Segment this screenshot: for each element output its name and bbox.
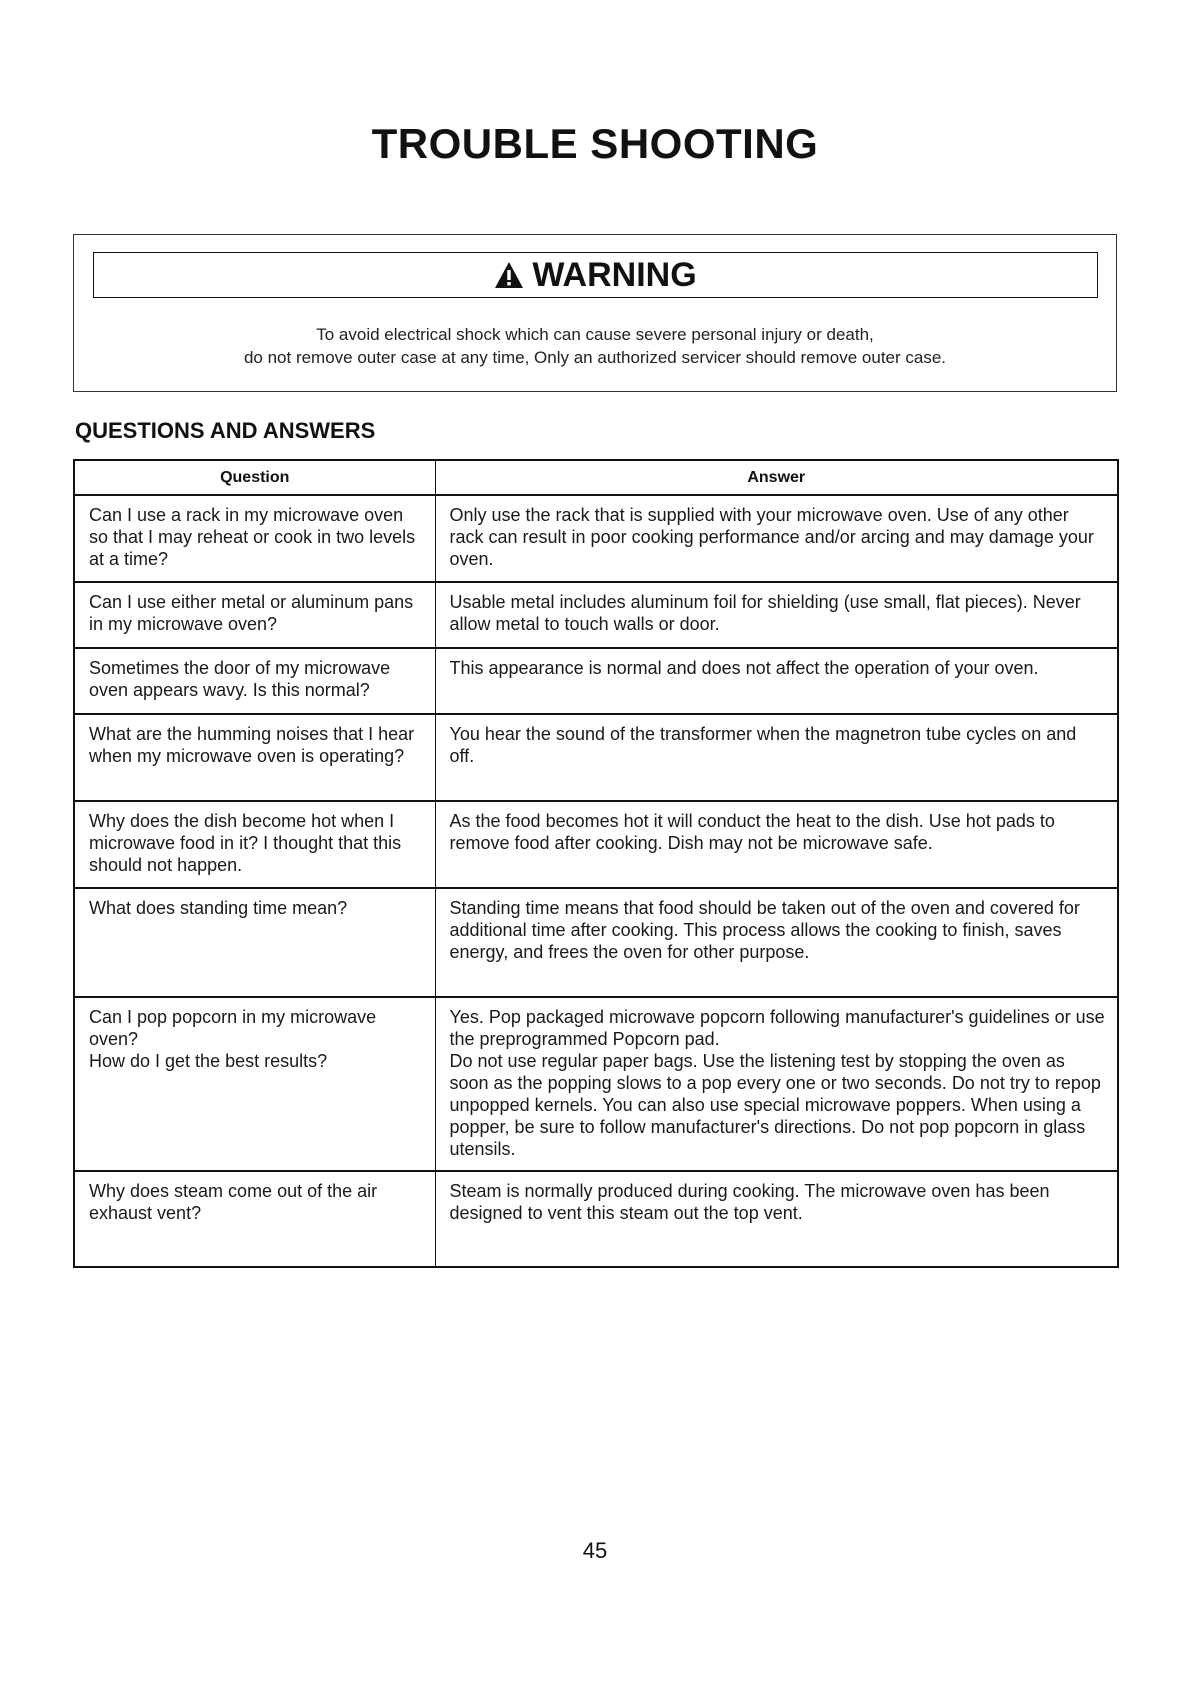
page-title: TROUBLE SHOOTING (371, 120, 819, 167)
table-row (74, 1171, 1118, 1267)
answer-text: Only use the rack that is supplied with your microwave oven. Use of any other rack can result in poor cooking performance and/or arcing and may damage your oven. (449, 505, 1094, 569)
question-text: What are the humming noises that I hear when my microwave oven is operating? (89, 724, 415, 766)
answer-text: You hear the sound of the transformer when the magnetron tube cycles on and off. (449, 724, 1077, 766)
answer-cell (435, 495, 1118, 582)
answer-text: Do not use regular paper bags. Use the listening test by stopping the oven as soon as the popping slows to a pop every one or two seconds. Do not try to repop unpopped kernels. You can also use special microwave poppers. When using a popper, be sure to follow manufacturer's directions. Do not pop popcorn in glass utensils. (449, 1051, 1101, 1159)
column-header-question: Question (74, 460, 435, 495)
table-row (74, 997, 1118, 1171)
warning-label: WARNING (532, 256, 697, 294)
warning-header (93, 252, 1098, 298)
question-text: Why does steam come out of the air exhaust vent? (89, 1181, 378, 1223)
warning-text-line: do not remove outer case at any time, Only an authorized servicer should remove outer case. (243, 348, 947, 367)
answer-text: As the food becomes hot it will conduct the heat to the dish. Use hot pads to remove food after cooking. Dish may not be microwave safe. (449, 811, 1055, 853)
question-cell (74, 801, 435, 888)
question-text: Can I pop popcorn in my microwave oven? (89, 1007, 377, 1049)
table-row (74, 714, 1118, 801)
question-text: How do I get the best results? (89, 1051, 328, 1071)
warning-box (73, 234, 1117, 392)
section-heading: QUESTIONS AND ANSWERS (75, 418, 376, 443)
answer-cell (435, 648, 1118, 714)
question-cell (74, 888, 435, 997)
question-cell (74, 997, 435, 1171)
warning-triangle-icon (494, 261, 524, 289)
table-row (74, 495, 1118, 582)
answer-cell (435, 714, 1118, 801)
question-cell (74, 582, 435, 648)
answer-cell (435, 997, 1118, 1171)
answer-cell (435, 888, 1118, 997)
question-text: Can I use a rack in my microwave oven so that I may reheat or cook in two levels at a time? (89, 505, 416, 569)
answer-text: Steam is normally produced during cooking. The microwave oven has been designed to vent this steam out the top vent. (449, 1181, 1050, 1223)
question-text: Can I use either metal or aluminum pans in my microwave oven? (89, 592, 414, 634)
question-text: Why does the dish become hot when I microwave food in it? I thought that this should not happen. (89, 811, 402, 875)
question-text: What does standing time mean? (89, 898, 348, 918)
warning-text-line: To avoid electrical shock which can cause severe personal injury or death, (316, 325, 874, 344)
table-row (74, 648, 1118, 714)
warning-text (74, 323, 1116, 369)
question-cell (74, 714, 435, 801)
table-row (74, 582, 1118, 648)
answer-cell (435, 582, 1118, 648)
answer-text: This appearance is normal and does not affect the operation of your oven. (449, 658, 1039, 678)
question-cell (74, 648, 435, 714)
question-text: Sometimes the door of my microwave oven appears wavy. Is this normal? (89, 658, 391, 700)
answer-text: Yes. Pop packaged microwave popcorn following manufacturer's guidelines or use the preprogrammed Popcorn pad. (449, 1007, 1105, 1049)
question-cell (74, 1171, 435, 1267)
column-header-answer: Answer (435, 460, 1118, 495)
page-number: 45 (582, 1538, 608, 1563)
answer-cell (435, 801, 1118, 888)
table-row (74, 801, 1118, 888)
answer-text: Usable metal includes aluminum foil for shielding (use small, flat pieces). Never allow metal to touch walls or door. (449, 592, 1081, 634)
question-cell (74, 495, 435, 582)
qa-table (73, 459, 1119, 1268)
answer-text: Standing time means that food should be taken out of the oven and covered for additional time after cooking. This process allows the cooking to finish, saves energy, and frees the oven for other purpose. (449, 898, 1080, 962)
answer-cell (435, 1171, 1118, 1267)
table-header-row (74, 460, 1118, 495)
table-row (74, 888, 1118, 997)
